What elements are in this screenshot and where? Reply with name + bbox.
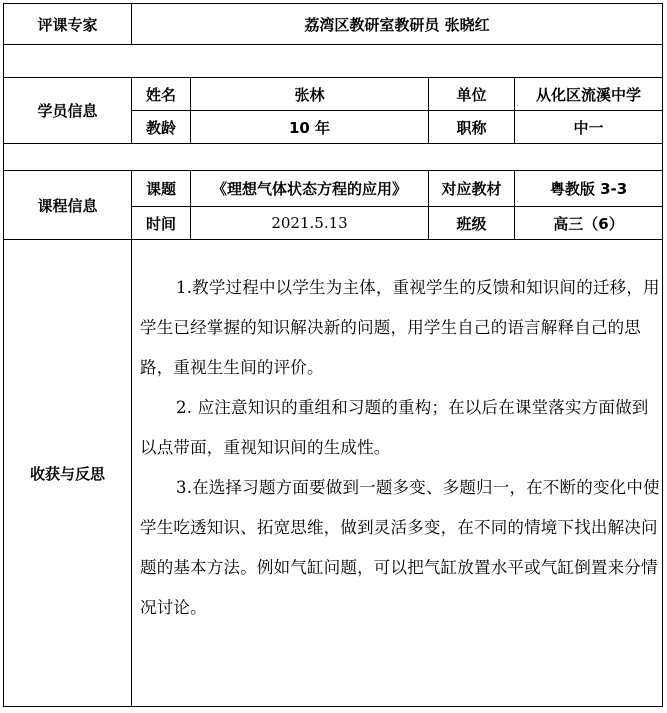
topic-label: 课题 bbox=[132, 171, 191, 207]
spacer-cell bbox=[4, 144, 663, 171]
teaching-age-label: 教龄 bbox=[132, 111, 191, 144]
unit-label: 单位 bbox=[429, 78, 515, 111]
name-value: 张林 bbox=[191, 78, 429, 111]
course-section-label: 课程信息 bbox=[4, 171, 132, 240]
review-form-table bbox=[3, 3, 663, 707]
class-label: 班级 bbox=[429, 207, 515, 240]
time-value: 2021.5.13 bbox=[191, 207, 429, 240]
name-label: 姓名 bbox=[132, 78, 191, 111]
reflection-body bbox=[132, 240, 663, 707]
spacer-row-2 bbox=[4, 144, 663, 171]
expert-row bbox=[4, 4, 663, 45]
textbook-label: 对应教材 bbox=[429, 171, 515, 207]
reflection-row bbox=[4, 240, 663, 707]
expert-label: 评课专家 bbox=[4, 4, 132, 45]
class-value: 高三（6） bbox=[515, 207, 663, 240]
spacer-row-1 bbox=[4, 45, 663, 78]
textbook-value: 粤教版 3-3 bbox=[515, 171, 663, 207]
reflection-paragraph-1: 1.教学过程中以学生为主体，重视学生的反馈和知识间的迁移，用学生已经掌握的知识解决新的问题，用学生自己的语言解释自己的思路，重视生生间的评价。 bbox=[140, 278, 660, 377]
student-section-label: 学员信息 bbox=[4, 78, 132, 144]
student-row-1 bbox=[4, 78, 663, 111]
teaching-age-value: 10 年 bbox=[191, 111, 429, 144]
reflection-paragraph-3: 3.在选择习题方面要做到一题多变、多题归一，在不断的变化中使学生吃透知识、拓宽思维，做到灵活多变，在不同的情境下找出解决问题的基本方法。例如气缸问题，可以把气缸放置水平或气缸倒置来分情况讨论。 bbox=[140, 478, 660, 617]
unit-value: 从化区流溪中学 bbox=[515, 78, 663, 111]
time-label: 时间 bbox=[132, 207, 191, 240]
reflection-section-label: 收获与反思 bbox=[4, 240, 132, 707]
topic-value: 《理想气体状态方程的应用》 bbox=[191, 171, 429, 207]
title-label: 职称 bbox=[429, 111, 515, 144]
spacer-cell bbox=[4, 45, 663, 78]
reflection-paragraph-2: 2. 应注意知识的重组和习题的重构；在以后在课堂落实方面做到以点带面，重视知识间的生成性。 bbox=[140, 398, 649, 457]
course-row-1 bbox=[4, 171, 663, 207]
expert-value: 荔湾区教研室教研员 张晓红 bbox=[132, 4, 663, 45]
title-value: 中一 bbox=[515, 111, 663, 144]
